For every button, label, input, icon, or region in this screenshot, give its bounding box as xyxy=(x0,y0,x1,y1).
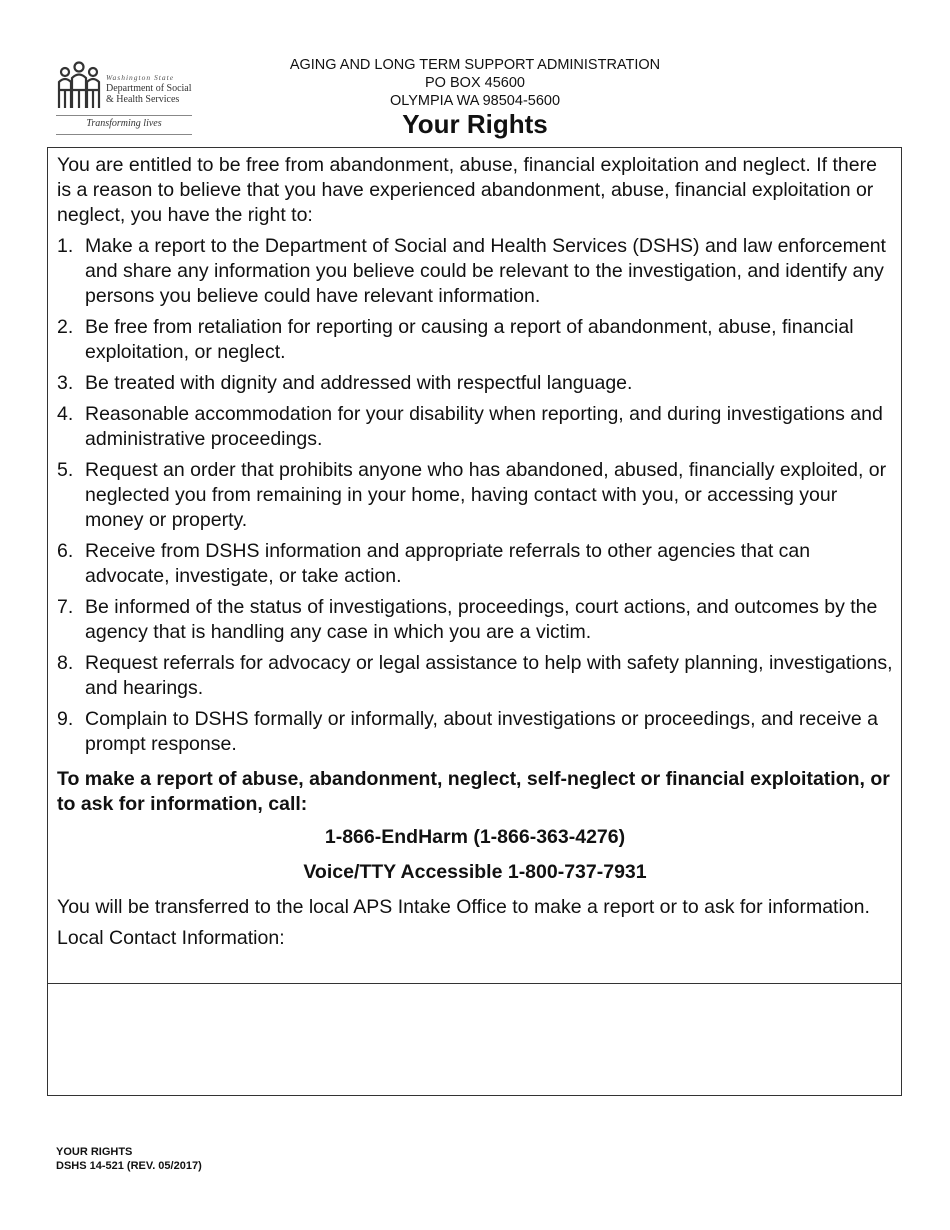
form-footer xyxy=(56,1145,202,1173)
rights-list-item xyxy=(57,651,893,701)
rights-list-item xyxy=(57,707,893,757)
item-text: Reasonable accommodation for your disability when reporting, and during investigations and administrative proceedings. xyxy=(85,403,883,450)
dshs-logo xyxy=(56,60,196,138)
logo-tagline: Transforming lives xyxy=(86,118,162,129)
footer-form-title: YOUR RIGHTS xyxy=(56,1146,133,1158)
rights-list-item xyxy=(57,234,893,309)
agency-city: OLYMPIA WA 98504-5600 xyxy=(389,93,561,109)
item-number: 5. xyxy=(57,459,74,481)
rights-list-item xyxy=(57,402,893,452)
item-number: 9. xyxy=(57,708,74,730)
logo-dept-line1: Department of Social xyxy=(106,83,192,94)
item-text: Request referrals for advocacy or legal assistance to help with safety planning, investigations, and hearings. xyxy=(85,652,893,699)
item-number: 1. xyxy=(57,235,74,257)
logo-top-rule xyxy=(56,115,192,116)
item-number: 3. xyxy=(57,372,74,394)
rights-list-item xyxy=(57,315,893,365)
item-text: Be informed of the status of investigations, proceedings, court actions, and outcomes by the agency that is handling any case in which you are a victim. xyxy=(85,596,878,643)
item-number: 4. xyxy=(57,403,74,425)
tty-phone: Voice/TTY Accessible 1-800-737-7931 xyxy=(303,861,647,883)
call-instructions: To make a report of abuse, abandonment, neglect, self-neglect or financial exploitation, or to ask for information, call: xyxy=(57,768,890,815)
rights-list xyxy=(57,234,893,757)
item-number: 8. xyxy=(57,652,74,674)
rights-content xyxy=(57,153,893,951)
footer-form-number: DSHS 14-521 (REV. 05/2017) xyxy=(56,1160,202,1172)
logo-state-text: Washington State xyxy=(106,73,175,82)
logo-department-text xyxy=(106,83,192,105)
logo-bottom-rule xyxy=(56,134,192,135)
item-number: 7. xyxy=(57,596,74,618)
item-text: Make a report to the Department of Social and Health Services (DSHS) and law enforcement and share any information you believe could be relevant to the investigation, and identify any persons you believe could have relevant information. xyxy=(85,235,886,307)
rights-list-item xyxy=(57,458,893,533)
rights-list-item xyxy=(57,539,893,589)
hotline-phone: 1-866-EndHarm (1-866-363-4276) xyxy=(324,826,626,848)
page-title: Your Rights xyxy=(402,109,548,139)
intro-paragraph: You are entitled to be free from abandonment, abuse, financial exploitation and neglect. If there is a reason to believe that you have experienced abandonment, abuse, financial exploitation or neglect, you have the right to: xyxy=(57,154,877,226)
rights-list-item xyxy=(57,595,893,645)
transfer-note: You will be transferred to the local APS Intake Office to make a report or to ask for information. xyxy=(57,896,870,918)
local-contact-divider xyxy=(48,983,901,984)
item-number: 6. xyxy=(57,540,74,562)
item-text: Receive from DSHS information and appropriate referrals to other agencies that can advocate, investigate, or take action. xyxy=(85,540,811,587)
agency-name: AGING AND LONG TERM SUPPORT ADMINISTRATION xyxy=(289,57,661,73)
agency-address xyxy=(200,56,750,110)
agency-po-box: PO BOX 45600 xyxy=(425,75,525,91)
item-text: Be treated with dignity and addressed with respectful language. xyxy=(85,372,633,394)
family-figures-icon xyxy=(56,60,102,114)
item-number: 2. xyxy=(57,316,74,338)
logo-dept-line2: & Health Services xyxy=(106,94,180,105)
item-text: Be free from retaliation for reporting or causing a report of abandonment, abuse, financial exploitation, or neglect. xyxy=(85,316,854,363)
local-contact-label: Local Contact Information: xyxy=(57,927,285,949)
item-text: Complain to DSHS formally or informally, about investigations or proceedings, and receive a prompt response. xyxy=(85,708,879,755)
item-text: Request an order that prohibits anyone who has abandoned, abused, financially exploited, or neglected you from remaining in your home, having contact with you, or accessing your money or property. xyxy=(85,459,887,531)
rights-list-item xyxy=(57,371,893,396)
rights-box xyxy=(47,147,902,1096)
